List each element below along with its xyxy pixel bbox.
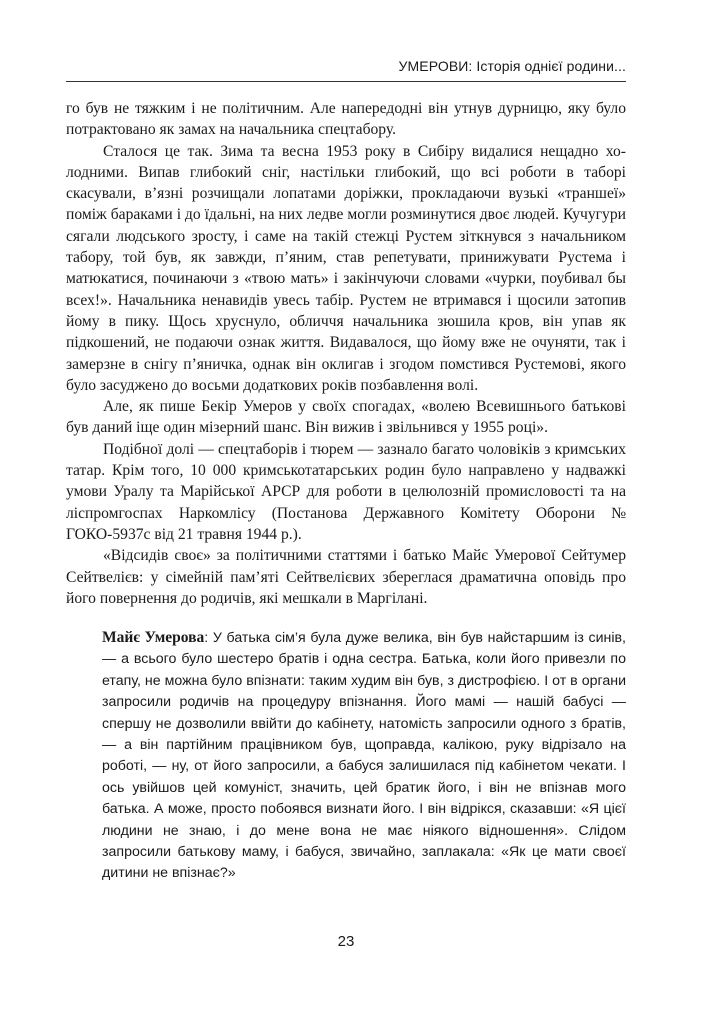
paragraph-4: Подібної долі — спецтаборів і тюрем — зазнало багато чоловіків з кримських татар. Крім того, 10 000 кримськотатарських родин було направлено у надважкі умови Уралу та Марійської АРСР для роботи в целюлозній промисловості та на ліспромгоспах Наркомлісу (Постанова Державного Комітету Оборони № ГОКО-5937с від 21 травня 1944 р.).: [66, 440, 626, 543]
main-text: [66, 98, 626, 609]
interview-quote: [102, 627, 626, 885]
quote-speaker: Майє Умерова: [102, 629, 205, 646]
quote-text: : У батька сім’я була дуже велика, він був найстаршим із синів, — а всього було шестеро братів і одна сестра. Батька, коли його привезли по етапу, не можна було впізнати: таким худим він був, з дистрофією. І от в органи запросили родичів на процедуру впізнання. Його мамі — нашій бабусі — спершу не дозволили ввійти до кабінету, натомість запросили одного з братів, — а він партійним працівником був, щоправда, калікою, руку відрізало на роботі, — ну, от його запросили, а бабуся залишилася під кабінетом чекати. І ось увійшов цей комуніст, значить, цей братик його, і він не впізнав мого батька. А може, просто побоявся визнати його. І він відрікся, сказавши: «Я цієї людини не знаю, і до мене вона не має ніякого відношення». Слідом запросили батькову маму, і бабуся, звичайно, заплакала: «Як це мати своєї дитини не впізнає?»: [102, 630, 627, 882]
paragraph-5: «Відсидів своє» за політичними статтями і батько Майє Умерової Сейтумер Сейтвелієв: у сімейній пам’яті Сейтвелієвих збереглася драматична оповідь про його повернення до родичів, які мешкали в Маргілані.: [66, 547, 626, 607]
header-rule: [66, 81, 626, 82]
running-head: УМЕРОВИ: Історія однієї родини...: [398, 58, 626, 74]
quote-paragraph: [102, 627, 626, 885]
paragraph-3: Але, як пише Бекір Умеров у своїх спогадах, «волею Всевишнього батькові був даний іще один мізерний шанс. Він вижив і звільнився у 1955 році».: [66, 398, 626, 437]
paragraph-1: го був не тяжким і не політичним. Але напередодні він утнув дурницю, яку було потрактовано як замах на начальника спецтабору.: [66, 100, 626, 139]
paragraph-2: Сталося це так. Зима та весна 1953 року в Сибіру видалися нещадно холодними. Випав глибокий сніг, настільки глибокий, що всі роботи в таборі скасували, в’язні розчищали лопатами доріжки, прокладаючи вузькі «траншеї» поміж бараками і до їдальні, на них ледве могли розминутися двоє людей. Кучугури сягали людського зросту, і саме на такій стежці Рустем зіткнувся з начальником табору, той був, як завжди, п’яним, став репетувати, принижувати Рустема і матюкатися, починаючи з «твою мать» і закінчуючи словами «чурки, поубивал бы всех!». Начальника ненавидів увесь табір. Рустем не втримався і щосили затопив йому в пику. Щось хруснуло, обличчя начальника зюшила кров, він упав як підкошений, не подаючи ознак життя. Видавалося, що йому вже не очуняти, так і замерзне в снігу п’яничка, однак він оклигав і згодом помстився Рустемові, якого було засуджено до восьми додаткових років позбавлення волі.: [66, 142, 626, 394]
page-number: 23: [337, 933, 355, 950]
